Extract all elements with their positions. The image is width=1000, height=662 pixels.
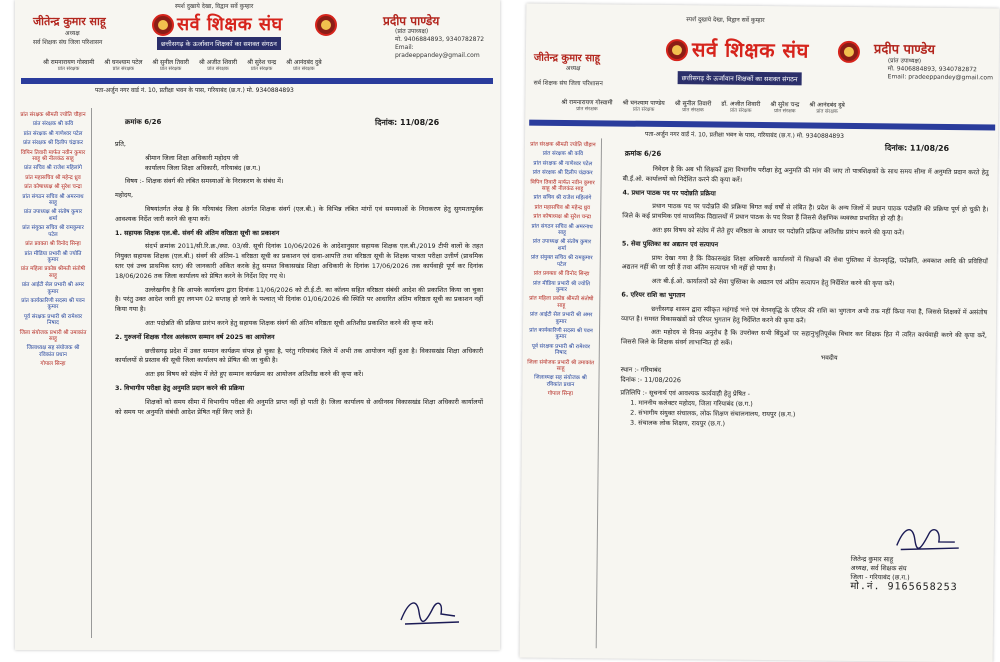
sidebar-entry: विपिन तिवारी मार्फत नवीन कुमार साहू श्री नीलकंठ साहू (530, 179, 595, 193)
sidebar-entry: प्रांत कार्यकारिणी सदस्य श्री पवन कुमार (21, 297, 85, 311)
org-title: सर्व शिक्षक संघ (177, 14, 283, 35)
sidebar-entry: प्रांत संयुक्त सचिव श्री रामकुमार पटेल (530, 254, 593, 268)
paragraph: अतः महोदय से विनम्र अनुरोध है कि उपरोक्त सभी बिंदुओं पर सहानुभूतिपूर्वक विचार कर शिक्षक हित में त्वरित कार्यवाही करने की कृपा करें, जिससे जिले के शिक्षक संवर्ग लाभान्वित हो सकें। (620, 328, 988, 347)
officer-role: प्रांत संरक्षक (729, 107, 752, 114)
sidebar-entry: प्रांत संरक्षक श्रीमती ज्योति चौहान (20, 112, 86, 118)
officer-name: श्री आनंदबंद दुबे (286, 59, 322, 66)
sidebar-entry: जिला संयोजक प्रभारी श्री उमाकांत साहू (527, 359, 595, 372)
paragraph: निवेदन है कि अब भी शिक्षकों द्वारा विभागीय परीक्षा हेतु अनुमति की मांग की जाए तो पात्रशिक्षकों के साथ समय सीमा में अनुमति प्रदान करते हेतु बी.ई.ओ. कार्यालयों को निर्देशित करने की कृपा करें। (622, 164, 989, 184)
org-title: सर्व शिक्षक संघ (691, 37, 809, 63)
copy-item: 3. संचालक लोक शिक्षण, रायपुर (छ.ग.) (630, 418, 726, 428)
letter-page-2 (520, 4, 1000, 662)
officer-name: श्री आनंदबंद दुबे (809, 101, 845, 109)
sidebar-entry: प्रांत संरक्षक श्री दिलीप चंद्राकर (532, 169, 593, 177)
sidebar-entry: प्रांत संयुक्त सचिव श्री रामकुमार पटेल (22, 225, 84, 238)
officer-row (43, 58, 322, 72)
sidebar-entry: प्रांत संरक्षक श्री दिलीप चंद्राकर (23, 140, 83, 147)
letter-body (620, 165, 989, 432)
officer-name: श्री घनश्याम पटेल (104, 59, 143, 66)
sidebar-entry: प्रांत प्रवक्ता श्री विनोद सिन्हा (25, 241, 81, 248)
paragraph: विषयांतर्गत लेख है कि गरियाबंद जिला अंतर्गत शिक्षक संवर्ग (एल.बी.) के विभिन्न लंबित मांगों एवं समस्याओं के निराकरण हेतु सुगमतापूर्वक आवश्यक निर्देश जारी करने की कृपा करें। (115, 204, 483, 223)
sidebar-entry: प्रांत कोषाध्यक्ष श्री सुरेश चन्द्रा (24, 184, 82, 191)
officer-entry (809, 101, 845, 115)
signatory-phone: मो.नं. 9165658253 (850, 580, 958, 594)
date-line-footer: दिनांक :- 11/08/2026 (620, 375, 682, 384)
sidebar-entry: प्रांत कार्यकारिणी सदस्य श्री पवन कुमार (529, 327, 593, 341)
officer-name: श्री रामनारायण गोस्वामी (43, 59, 95, 66)
officer-entry (286, 58, 322, 72)
officer-name: श्री रामनारायण गोस्वामी (561, 98, 613, 107)
letter-page-1 (15, 0, 500, 650)
officer-role: प्रांत संरक्षक (682, 107, 704, 114)
sidebar-entry: प्रांत संगठन सचिव श्री अमरनाथ साहू (22, 193, 84, 207)
sidebar-entry: प्रांत संरक्षक श्री कवि (32, 121, 74, 128)
reference-number: क्रमांक 6/26 (125, 118, 162, 126)
signatory-name: जितेन्द्र कुमार साहू (850, 554, 894, 564)
signature (893, 519, 965, 556)
sidebar-entry: प्रांत महिला प्रकोष्ठ श्रीमती संतोषी साहू (529, 295, 594, 309)
officer-name: श्री सुनील तिवारी (152, 59, 189, 66)
president-subtitle: सर्व शिक्षक संघ जिला परिशासन (533, 79, 603, 88)
sidebar-entry: गोपाल सिन्हा (547, 390, 573, 398)
officer-entry (675, 99, 712, 113)
officer-entry (152, 58, 189, 72)
president-name: जीतेन्द्र कुमार साहू (533, 52, 600, 65)
phone-line: मो. 9406884893, 9340782872 (887, 65, 977, 74)
top-note: स्पर्श दुखाये देखा, विद्वान सर्वे कुम्हार (175, 3, 254, 10)
section-heading: 6. एरियर राशि का भुगतान (621, 290, 686, 300)
paragraph: प्रधान पाठक पद पर पदोन्नति की प्रक्रिया विगत कई वर्षों से लंबित है। प्रदेश के अन्य जिलों में प्रधान पाठक पदोन्नति की प्रक्रिया पूर्ण हो चुकी है। जिले के कई प्राथमिक एवं माध्यमिक विद्यालयों में प्रधान पाठक के पद रिक्त हैं जिससे शैक्षणिक व्यवस्था प्रभावित हो रही है। (622, 202, 989, 223)
sidebar-entry: प्रांत संरक्षक श्री गाणेश्वर पटेल (23, 130, 83, 137)
sidebar-entry: प्रांत कोषाध्यक्ष श्री सुरेश चन्द्रा (533, 213, 591, 221)
email-line: Email: pradeeppandey@gmail.com (395, 44, 480, 59)
email-line: Email: pradeeppandey@gmail.com (887, 73, 993, 82)
secretary-name: प्रदीप पाण्डेय (873, 42, 936, 58)
phone-line: मो. 9406884893, 9340782872 (395, 36, 485, 43)
secretary-role: (प्रांत उपाध्यक्ष) (395, 28, 429, 35)
secretary-contact (395, 28, 500, 60)
officer-role: प्रांत संरक्षक (57, 66, 80, 72)
officer-entry (199, 58, 237, 72)
union-logo-right (315, 14, 337, 36)
paragraph: छत्तीसगढ़ प्रदेश में उक्त सम्मान कार्यक्रम संपन्न हो चुका है, परंतु गरियाबंद जिले में अभी तक आयोजन नहीं हुआ है। विकासखंड शिक्षा अधिकारी कार्यालयों से प्रस्ताव की सूची जिला कार्यालय को प्रेषित की जा चुकी है। (115, 346, 483, 365)
reference-number: क्रमांक 6/26 (624, 149, 662, 158)
sidebar-entry: प्रांत संरक्षक श्रीमती ज्योति चौहान (530, 141, 596, 149)
header-rule (529, 120, 995, 131)
officer-role: प्रांत संरक्षक (207, 66, 229, 72)
section-heading: 4. प्रधान पाठक पद पर पदोन्नति प्रक्रिया (622, 188, 716, 198)
officer-role: प्रांत संरक्षक (816, 108, 838, 115)
president-subtitle: सर्व शिक्षक संघ जिला परिशासन (33, 39, 103, 46)
officer-role: प्रांत संरक्षक (293, 66, 315, 72)
paragraph: उल्लेखनीय है कि आपके कार्यालय द्वारा दिनांक 11/06/2026 को टी.ई.टी. का कॉलम सहित वरिष्ठता संबंधी आदेश की प्रकाशित किया जा चुका है। परंतु उक्त आदेश जारी हुए लगभग 02 सप्ताह हो जाने के पश्चात् भी दिनांक 01/06/2026 की स्थिति पर आधारित अंतिम वरिष्ठता सूची का प्रकाशन नहीं किया गया है। (115, 285, 483, 314)
salutation: महोदय, (115, 191, 134, 200)
sidebar-entry: प्रांत महासचिव श्री महेन्द्र ध्रुव (25, 174, 81, 181)
section-heading: 5. सेवा पुस्तिका का अद्यतन एवं सत्यापन (621, 239, 719, 249)
sidebar-entry: पूर्व संरक्षक प्रभारी श्री रामेश्वर निषाद (23, 313, 83, 327)
paragraph: छत्तीसगढ़ शासन द्वारा स्वीकृत महंगाई भत्ते एवं वेतनवृद्धि के एरियर की राशि का भुगतान अभी तक नहीं किया गया है, जिससे शिक्षकों में असंतोष व्याप्त है। समस्त विकासखंडों को एरियर भुगतान हेतु निर्देशित करने की कृपा करें। (621, 304, 988, 325)
officer-role: प्रांत संरक्षक (159, 66, 182, 72)
signatory-block (850, 555, 986, 592)
sidebar-entry: प्रांत महिला प्रकोष्ठ श्रीमती संतोषी साहू (20, 266, 86, 279)
signature (395, 590, 465, 630)
letter-date: दिनांक: 11/08/26 (375, 118, 440, 127)
address-line: पता-अर्जुन नगर वार्ड नं. 10, प्रतीक्षा भवन के पास, गरियाबंद (छ.ग.) मो. 9340884893 (645, 130, 844, 140)
secretary-role: (प्रांत उपाध्यक्ष) (887, 57, 922, 65)
union-logo (666, 39, 688, 61)
paragraph: शिक्षकों को समय सीमा में विभागीय परीक्षा की अनुमति प्राप्त नहीं हो पाती है। जिला कार्यालय से अधीनस्थ विकासखंड शिक्षा अधिकारी कार्यालयों को समय पर अनुमति संबंधी आदेश प्रेषित नहीं किए जाते हैं। (115, 397, 483, 416)
sidebar-entry: जिलाध्यक्ष सह संयोजक श्री रविकांत प्रधान (26, 345, 80, 358)
officer-entry (247, 58, 276, 72)
officer-name: श्री सुरेश चन्द्र (247, 59, 277, 66)
officer-name: श्री अजीत शिवारी (198, 59, 238, 66)
top-note: स्पर्श दुखाये देखा, विद्वान सर्वे कुम्हार (686, 16, 765, 25)
closing: भवदीय (820, 353, 838, 362)
letter-date: दिनांक: 11/08/26 (884, 143, 950, 153)
secretary-name: प्रदीप पाण्डेय (383, 14, 440, 28)
president-name: जीतेन्द्र कुमार साहू (33, 15, 106, 28)
org-tagline: छत्तीसगढ़ के ऊर्जावान शिक्षकों का सशक्त संगठन (157, 37, 281, 50)
officer-row (561, 98, 845, 115)
signatory-role: अध्यक्ष, सर्व शिक्षक संघ (850, 563, 907, 573)
officer-entry (561, 98, 612, 113)
org-tagline: छत्तीसगढ़ के ऊर्जावान शिक्षकों का सशक्त संगठन (678, 71, 802, 85)
section-heading: 1. सहायक शिक्षक एल.बी. संवर्ग की अंतिम वरिष्ठता सूची का प्रकाशन (115, 228, 280, 237)
to-line: प्रति, (115, 140, 126, 148)
officer-entry (43, 58, 94, 72)
officer-role: प्रांत संरक्षक (774, 108, 796, 115)
sidebar-entry: प्रांत संरक्षक श्री कवि (542, 151, 584, 158)
sidebar-entry: प्रांत आईटी सेल प्रभारी श्री अमर कुमार (21, 282, 85, 295)
section-heading: 3. विभागीय परीक्षा हेतु अनुमति प्रदान करने की प्रक्रिया (115, 383, 245, 392)
sidebar-divider (596, 138, 602, 648)
office-bearers-sidebar (19, 112, 87, 371)
sidebar-entry: प्रांत महासचिव श्री महेन्द्र ध्रुव (534, 204, 591, 212)
sidebar-entry: प्रांत मीडिया प्रभारी श्री ज्योति कुमार (24, 250, 82, 263)
officer-role: प्रांत संरक्षक (632, 106, 655, 113)
officer-name: श्री घनश्याम पाण्डेय (622, 99, 665, 107)
officer-name: श्री सुनील तिवारी (674, 100, 712, 108)
paragraph: संदर्भ क्रमांक 2011/सी.रि.क्र./स्था. 03/सी. सूची दिनांक 10/06/2026 के आदेशानुसार सहायक शिक्षक एल.बी./2019 टीपी वालों के तहत नियुक्त सहायक शिक्षक (एल.बी.) संवर्ग की अंतिम-1 वरिष्ठता सूची का प्रकाशन एवं दावा-आपत्ति तथा वरिष्ठता सूची के शिक्षक पात्रता परीक्षा उत्तीर्ण (प्राथमिक स्तर एवं उच्च प्राथमिक स्तर) की जानकारी अंकित करके हेतु समस्त विकासखंड शिक्षा अधिकारी के दिनांक 17/06/2026 तक कार्यवाही पूर्ण कर दिनांक 18/06/2026 तक जिला कार्यालय को प्रेषित करने के निर्देश दिए गए थे। (115, 242, 483, 280)
copy-item: 1. माननीय कलेक्टर महोदय, जिला गरियाबंद (छ.ग.) (630, 398, 753, 409)
sidebar-entry: प्रांत आईटी सेल प्रभारी श्री अमर कुमार (529, 311, 593, 325)
recipient-line-1: श्रीमान जिला शिक्षा अधिकारी महोदय जी (145, 153, 239, 162)
sidebar-entry: विपिन तिवारी मार्फत नवीन कुमार साहू श्री नीलकंठ साहू (20, 149, 86, 163)
officer-name: डॉ. अजीत शिवारी (721, 100, 761, 108)
sidebar-entry: प्रांत प्रवक्ता श्री विनोद सिन्हा (533, 270, 590, 278)
sidebar-entry: प्रांत संगठन सचिव श्री अमरनाथ साहू (531, 223, 593, 237)
sidebar-entry: प्रांत उपाध्यक्ष श्री संतोष कुमार शर्मा (532, 239, 592, 252)
paragraph: अतः इस विषय को संज्ञेय में लेते हुए वरिष्ठता के आधार पर पदोन्नति प्रक्रिया अतिशीघ्र प्रारंभ करने की कृपा करें। (652, 225, 905, 237)
officer-role: प्रांत संरक्षक (250, 66, 273, 72)
paragraph: अतः बी.ई.ओ. कार्यालयों को सेवा पुस्तिका के अद्यतन एवं अंतिम सत्यापन हेतु निर्देशित करने की कृपा करें। (651, 277, 895, 288)
recipient-line-2: कार्यालय जिला शिक्षा अधिकारी, गरियाबंद (छ.ग.) (145, 163, 261, 172)
officer-entry (104, 58, 142, 72)
union-logo (152, 14, 174, 36)
sidebar-divider (91, 108, 92, 638)
copy-item: 2. संभागीय संयुक्त संचालक, लोक शिक्षण संचालनालय, रायपुर (छ.ग.) (630, 408, 796, 419)
paragraph: अतः इस विषय को संज्ञेय में लेते हुए सम्मान कार्यक्रम का आयोजन अतिशीघ्र करने की कृपा करें। (145, 370, 364, 379)
sidebar-entry: गोपाल सिन्हा (40, 361, 66, 368)
sidebar-entry: प्रांत संरक्षक श्री गाणेश्वर पटेल (533, 160, 593, 168)
paragraph: प्रायः देखा गया है कि विकासखंड शिक्षा अधिकारी कार्यालयों में शिक्षकों की सेवा पुस्तिका में वेतनवृद्धि, पदोन्नति, अवकाश आदि की प्रविष्टियाँ अद्यतन नहीं की जा रही हैं तथा अंतिम सत्यापन भी नहीं हो पाया है। (621, 253, 988, 273)
address-line: पता-अर्जुन नगर वार्ड नं. 10, प्रतीक्षा भवन के पास, गरियाबंद (छ.ग.) मो. 9340884893 (95, 87, 294, 94)
office-bearers-sidebar (526, 142, 597, 401)
officer-entry (721, 100, 760, 114)
place-line: स्थान :- गरियाबंद (620, 365, 662, 374)
sidebar-entry: प्रांत उपाध्यक्ष श्री संतोष कुमार शर्मा (23, 209, 83, 222)
officer-role: प्रांत संरक्षक (576, 106, 598, 113)
sidebar-entry: प्रांत सचिव श्री राजेश महिलांगे (24, 165, 82, 172)
secretary-contact (888, 57, 994, 82)
copy-heading: प्रतिलिपि :- सूचनार्थ एवं आवश्यक कार्यवाही हेतु प्रेषित - (620, 388, 750, 399)
signatory-district: जिला - गरियाबंद (छ.ग.) (850, 572, 910, 582)
officer-entry (623, 99, 665, 113)
sidebar-entry: जिला संयोजक प्रभारी श्री उमाकांत साहू (19, 329, 87, 342)
union-logo-right (838, 41, 860, 63)
president-role: अध्यक्ष (565, 64, 581, 73)
sidebar-entry: जिलाध्यक्ष सह संयोजक श्री रविकांत प्रधान (534, 375, 587, 388)
sidebar-entry: पूर्व संरक्षक प्रभारी श्री रामेश्वर निषाद (531, 343, 590, 357)
officer-entry (770, 100, 799, 114)
officer-name: श्री सुरेश चन्द्र (770, 101, 800, 109)
officer-role: प्रांत संरक्षक (112, 66, 135, 72)
sidebar-entry: प्रांत मीडिया प्रभारी श्री ज्योति कुमार (532, 280, 591, 293)
subject-line: विषय :- शिक्षक संवर्ग की लंबित समस्याओं के निराकरण के संबंध में। (125, 177, 284, 186)
president-role: अध्यक्ष (65, 30, 80, 37)
header-rule (21, 78, 493, 84)
sidebar-entry: प्रांत सचिव श्री राजेश महिलांगे (533, 195, 592, 202)
section-heading: 2. गुरुजनों शिक्षक गौरव अलंकरण सम्मान वर्ष 2025 का आयोजन (115, 332, 275, 341)
letter-body (115, 140, 483, 421)
paragraph: अतः पदोन्नति की प्रक्रिया प्रारंभ करने हेतु सहायक शिक्षक संवर्ग की अंतिम वरिष्ठता सूची अतिशीघ्र प्रकाशित करने की कृपा करें। (145, 318, 434, 327)
